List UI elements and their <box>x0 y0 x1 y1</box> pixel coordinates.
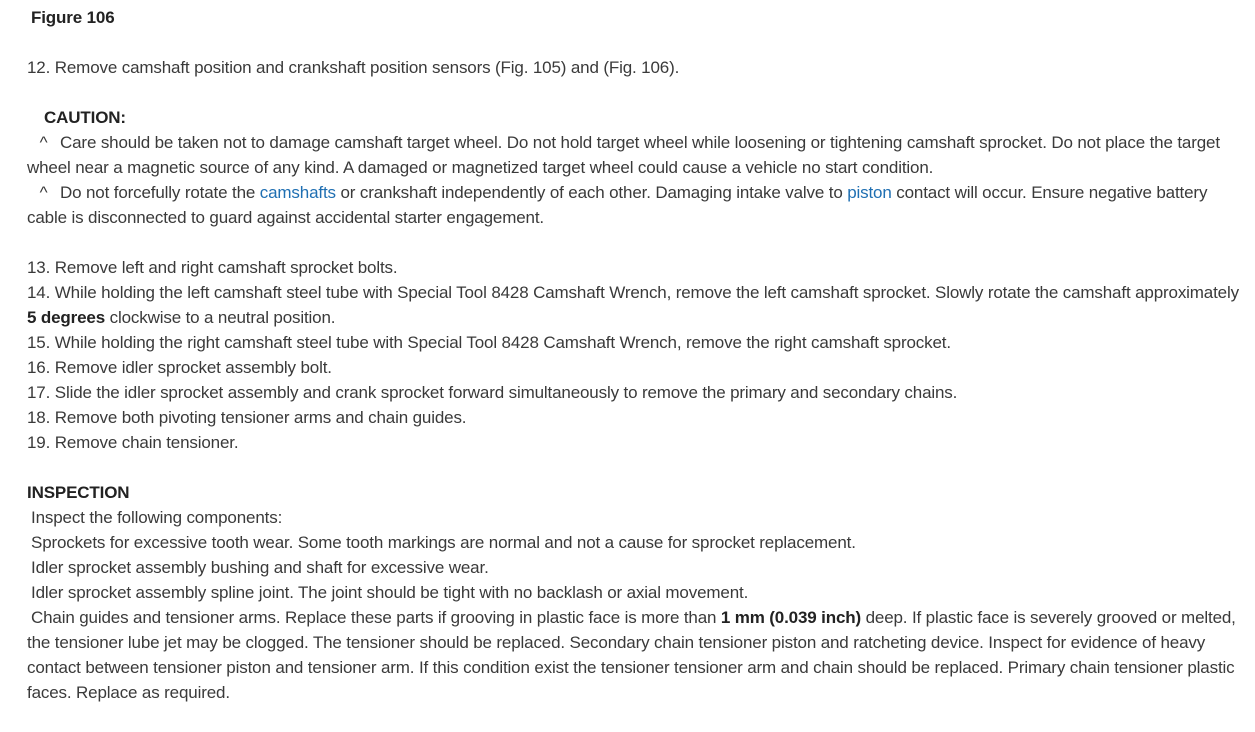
spacer <box>27 455 1249 480</box>
caution-item-2 <box>27 180 1249 230</box>
document-body <box>27 5 1249 705</box>
caution-item-1-text: Care should be taken not to damage camshaft target wheel. Do not hold target wheel while loosening or tightening camshaft sprocket. Do not place the target wheel near a magnetic source of any kind. A damaged or magnetized target wheel could cause a vehicle no start condition. <box>27 133 1220 177</box>
spacer <box>27 80 1249 105</box>
caution-item-1 <box>27 130 1249 180</box>
piston-link[interactable]: piston <box>847 183 892 202</box>
caution-item-2-text-b: or crankshaft independently of each other. Damaging intake valve to <box>335 183 848 202</box>
caution-heading: CAUTION: <box>44 108 126 127</box>
inspection-item-2: Idler sprocket assembly bushing and shaft for excessive wear. <box>31 558 489 577</box>
step-19: 19. Remove chain tensioner. <box>27 433 239 452</box>
inspection-item-3: Idler sprocket assembly spline joint. The joint should be tight with no backlash or axial movement. <box>31 583 749 602</box>
caret-bullet-icon: ^ <box>39 183 48 202</box>
step-17: 17. Slide the idler sprocket assembly and crank sprocket forward simultaneously to remove the primary and secondary chains. <box>27 383 958 402</box>
inspection-item-4-text-a: Chain guides and tensioner arms. Replace these parts if grooving in plastic face is more than <box>31 608 721 627</box>
step-14-text-a: 14. While holding the left camshaft steel tube with Special Tool 8428 Camshaft Wrench, remove the left camshaft sprocket. Slowly rotate the camshaft approximately <box>27 283 1239 302</box>
step-14-text-b: clockwise to a neutral position. <box>105 308 336 327</box>
step-16: 16. Remove idler sprocket assembly bolt. <box>27 358 332 377</box>
step-15: 15. While holding the right camshaft steel tube with Special Tool 8428 Camshaft Wrench, remove the right camshaft sprocket. <box>27 333 951 352</box>
figure-title: Figure 106 <box>31 8 115 27</box>
caution-item-2-text-a: Do not forcefully rotate the <box>60 183 260 202</box>
inspection-item-4 <box>27 605 1249 705</box>
caution-item-2-text-c: contact will occur. Ensure negative battery cable is disconnected to guard against accidental starter engagement. <box>27 183 1208 227</box>
step-13: 13. Remove left and right camshaft sprocket bolts. <box>27 258 398 277</box>
inspection-item-1: Sprockets for excessive tooth wear. Some tooth markings are normal and not a cause for sprocket replacement. <box>31 533 856 552</box>
step-18: 18. Remove both pivoting tensioner arms and chain guides. <box>27 408 467 427</box>
step-14-degrees: 5 degrees <box>27 308 106 327</box>
spacer <box>27 230 1249 255</box>
inspection-heading: INSPECTION <box>27 483 130 502</box>
step-12: 12. Remove camshaft position and crankshaft position sensors (Fig. 105) and (Fig. 106). <box>27 58 680 77</box>
step-14 <box>27 280 1249 330</box>
caret-bullet-icon: ^ <box>39 133 48 152</box>
inspection-item-4-text-b: deep. If plastic face is severely grooved or melted, the tensioner lube jet may be clogged. The tensioner should be replaced. Secondary chain tensioner piston and ratcheting device. Inspect for evidence of heavy contact between tensioner piston and tensioner arm. If this condition exist the tensioner tensioner arm and chain should be replaced. Primary chain tensioner plastic faces. Replace as required. <box>27 608 1236 702</box>
camshafts-link[interactable]: camshafts <box>259 183 336 202</box>
inspection-item-4-measure: 1 mm (0.039 inch) <box>720 608 862 627</box>
inspection-intro: Inspect the following components: <box>31 508 283 527</box>
